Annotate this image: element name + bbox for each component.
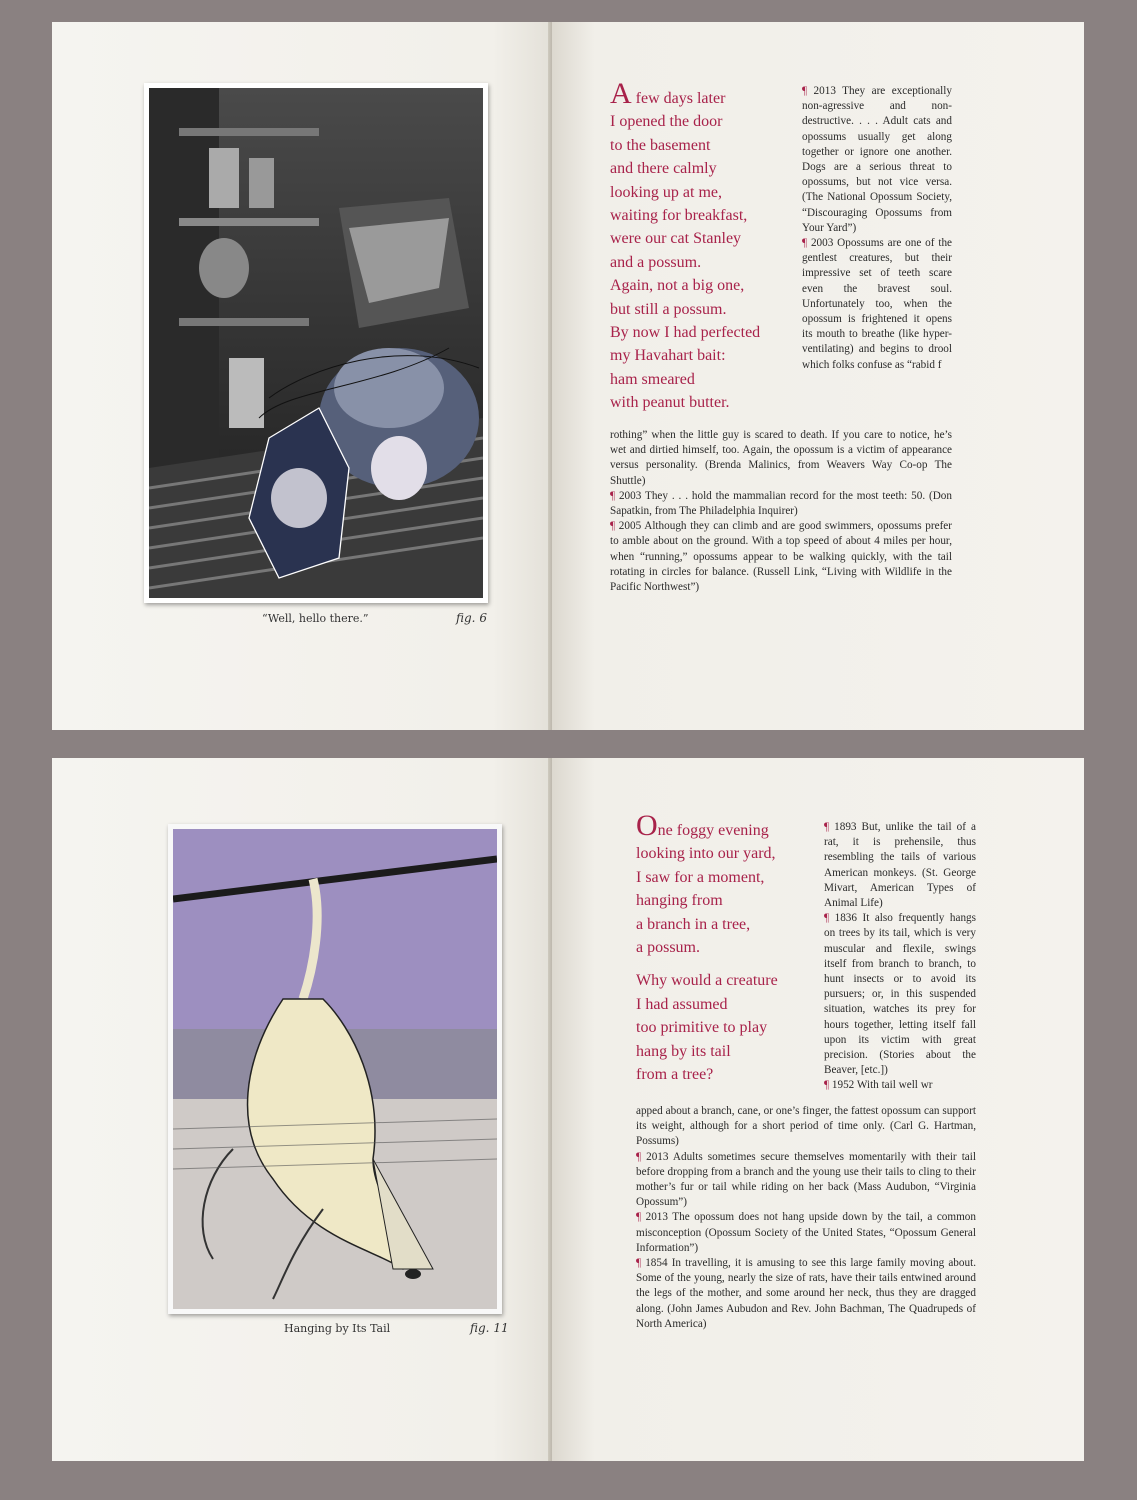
poem-line: my Havahart bait:: [610, 347, 726, 365]
figure-11: [168, 824, 502, 1314]
note-paragraph: ¶ 1893 But, unlike the tail of a rat, it is prehensile, thus resembling the tails of various American monkeys. (St. George Mivart, American Types of Animal Life): [824, 821, 976, 910]
note-paragraph: ¶ 2013 Adults sometimes secure themselves momentarily with their tail before dropping from a branch and the young use their tails to cling to their mother’s fur or tail while riding on her back (Mass Audubon, “Virginia Opossum”): [636, 1150, 976, 1209]
poem-line: ham smeared: [610, 370, 695, 388]
book-spread-top: [52, 22, 1084, 730]
note-paragraph: ¶ 1952 With tail well wr: [824, 1079, 933, 1092]
figure-label: fig. 6: [456, 611, 487, 625]
poem-line: a possum.: [636, 939, 700, 957]
poem-line: I had assumed: [636, 995, 728, 1013]
poem-line: waiting for breakfast,: [610, 207, 748, 225]
poem-line: a branch in a tree,: [636, 915, 751, 933]
note-paragraph: ¶ 2013 They are exceptionally non-agressive and non-destructive. . . . Adult cats and opossums usually get along together or ignore one another. Dogs are a serious threat to opossums, but not vice versa. (The National Opossum Society, “Discouraging Opossums from Your Yard”): [802, 85, 952, 234]
left-page: [52, 22, 552, 730]
poem-line: Why would a creature: [636, 972, 778, 990]
right-page: [552, 758, 1084, 1461]
notes-column: [802, 84, 952, 373]
cat-and-possum-photo: [149, 88, 483, 598]
pilcrow-icon: ¶: [802, 85, 814, 97]
note-paragraph: ¶ 2005 Although they can climb and are good swimmers, opossums prefer to amble about on the ground. With a top speed of about 4 miles per hour, when “running,” opossums appear to be walking quickly, with the tail rotating in circles for balance. (Russell Link, “Living with Wildlife in the Pacific Northwest”): [610, 520, 952, 594]
hanging-possum-drawing: [173, 829, 497, 1309]
figure-caption: Hanging by Its Tail: [284, 1322, 391, 1335]
poem-line: were our cat Stanley: [610, 230, 742, 248]
pilcrow-icon: ¶: [610, 520, 619, 533]
pilcrow-icon: ¶: [636, 1257, 646, 1270]
poem-line: I opened the door: [610, 113, 723, 131]
poem-line: A few days later: [610, 77, 726, 110]
poem-line: Again, not a big one,: [610, 277, 745, 295]
figure-caption: “Well, hello there.”: [262, 612, 369, 625]
notes-wide: [610, 428, 952, 595]
poem-line: One foggy evening: [636, 809, 769, 842]
poem-line: I saw for a moment,: [636, 868, 765, 886]
poem: [636, 809, 826, 1086]
right-page: [552, 22, 1084, 730]
note-paragraph: ¶ 1854 In travelling, it is amusing to see this large family moving about. Some of the young, nearly the size of rats, have their tails entwined around the legs of the mother, and some around her neck, thus they are dragged along. (John James Aubudon and Rev. John Bachman, The Quadrupeds of North America): [636, 1257, 976, 1330]
poem-line: looking into our yard,: [636, 845, 776, 863]
note-paragraph: ¶ 1836 It also frequently hangs on trees by its tail, which is very muscular and flexile, swings itself from branch to branch, to hunt insects or to avoid its pursuers; or, in this suspended situation, watches its prey for hours together, letting itself fall upon its victim with great precision. (Stories about the Beaver, [etc.]): [824, 912, 976, 1077]
drop-cap: A: [610, 77, 632, 110]
poem-line: with peanut butter.: [610, 394, 730, 412]
pilcrow-icon: ¶: [636, 1211, 646, 1224]
figure-6: [144, 83, 488, 603]
poem-line: from a tree?: [636, 1066, 714, 1084]
poem-line: too primitive to play: [636, 1019, 768, 1037]
pilcrow-icon: ¶: [824, 912, 835, 925]
poem-line: to the basement: [610, 136, 711, 154]
poem: [610, 77, 800, 415]
poem-line: looking up at me,: [610, 183, 722, 201]
poem-line: By now I had perfected: [610, 324, 761, 342]
poem-line: hang by its tail: [636, 1042, 731, 1060]
poem-line: and there calmly: [610, 160, 717, 178]
book-spread-bottom: [52, 758, 1084, 1461]
pilcrow-icon: ¶: [636, 1150, 647, 1163]
pilcrow-icon: ¶: [610, 489, 619, 502]
left-page: [52, 758, 552, 1461]
poem-line: and a possum.: [610, 253, 702, 271]
note-paragraph-continued: rothing” when the little guy is scared to death. If you care to notice, he’s wet and dirtied himself, too. Again, the opossum is a victim of appearance versus personality. (Brenda Malinics, from Weavers Way Co-op The Shuttle): [610, 429, 952, 487]
note-paragraph: ¶ 2013 The opossum does not hang upside down by the tail, a common misconception (Opossum Society of the United States, “Opossum General Information”): [636, 1211, 976, 1254]
poem-line: but still a possum.: [610, 300, 727, 318]
figure-label: fig. 11: [470, 1321, 509, 1335]
note-paragraph: ¶ 2003 Opossums are one of the gentlest creatures, but their impressive set of teeth scare even the bravest soul. Unfortunately too, when the opossum is frightened it opens its mouth to breathe (like hyper-ventilating) and begins to drool which folks confuse as “rabid f: [802, 237, 953, 371]
pilcrow-icon: ¶: [824, 821, 835, 833]
notes-wide: [636, 1104, 976, 1332]
drop-cap: O: [636, 809, 658, 842]
note-paragraph: ¶ 2003 They . . . hold the mammalian record for the most teeth: 50. (Don Sapatkin, from The Philadelphia Inquirer): [610, 489, 952, 518]
note-paragraph-continued: apped about a branch, cane, or one’s finger, the fattest opossum can support its weight, although for a short period of time only. (Carl G. Hartman, Possums): [636, 1105, 976, 1148]
notes-column: [824, 820, 976, 1094]
pilcrow-icon: ¶: [802, 237, 811, 250]
pilcrow-icon: ¶: [824, 1079, 832, 1092]
poem-line: hanging from: [636, 892, 723, 910]
